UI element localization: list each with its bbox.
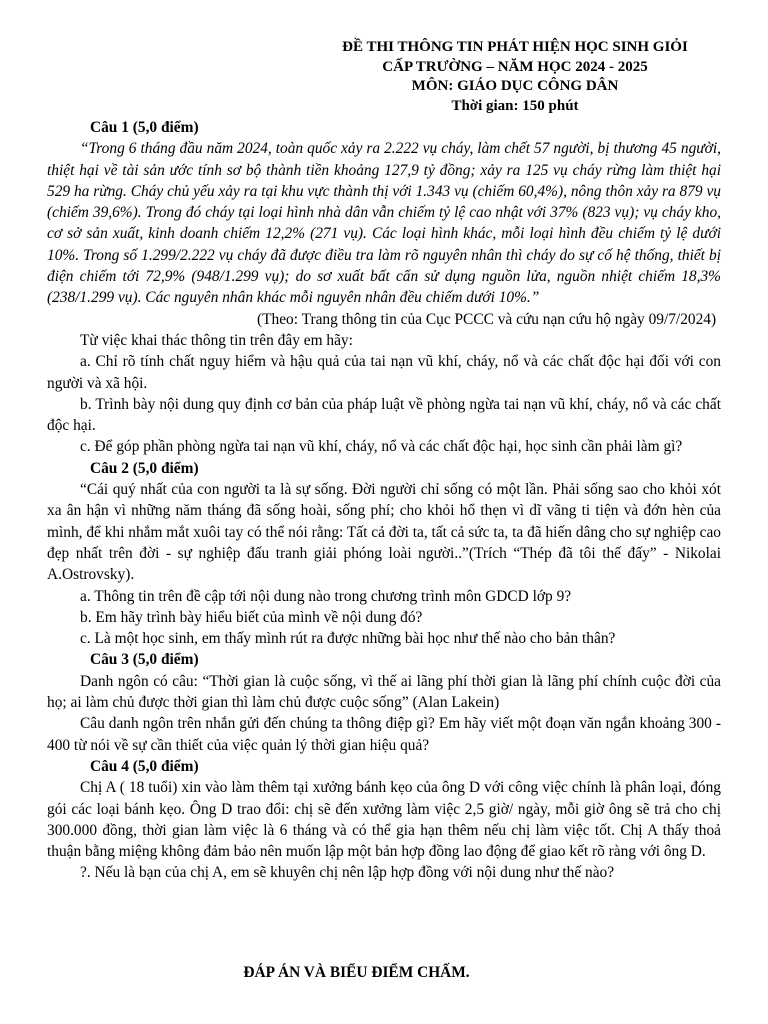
question-2-item-a: a. Thông tin trên đề cập tới nội dung nào trong chương trình môn GDCD lớp 9?	[80, 587, 572, 605]
exam-body	[47, 117, 721, 884]
exam-subject: MÔN: GIÁO DỤC CÔNG DÂN	[411, 78, 619, 94]
question-1-item-c: c. Để góp phần phòng ngừa tai nạn vũ khí, cháy, nổ và các chất độc hại, học sinh cần phải làm gì?	[80, 438, 683, 456]
exam-level-year: CẤP TRƯỜNG – NĂM HỌC 2024 - 2025	[382, 58, 648, 75]
question-1-title: Câu 1 (5,0 điểm)	[90, 119, 199, 136]
question-2-quote: “Cái quý nhất của con người ta là sự sống. Đời người chỉ sống có một lần. Phải sống sao cho khỏi xót xa ân hận vì những năm tháng đã sống hoài, sống phí; cho khỏi hổ thẹn vì dĩ vãng ti tiện và đớn hèn của mình, để khi nhắm mắt xuôi tay có thể nói rằng: Tất cả đời ta, tất cả sức ta, ta đã hiến dâng cho sự nghiệp cao đẹp nhất trên đời - sự nghiệp đấu tranh giải phóng loài người..”(Trích “Thép đã tôi thế đấy” - Nikolai A.Ostrovsky).	[47, 481, 721, 584]
exam-header	[300, 38, 730, 116]
answer-key-heading: ĐÁP ÁN VÀ BIỂU ĐIỂM CHẤM.	[243, 964, 470, 981]
question-1-source: (Theo: Trang thông tin của Cục PCCC và cứu nạn cứu hộ ngày 09/7/2024)	[257, 310, 717, 328]
question-1-item-a: a. Chỉ rõ tính chất nguy hiểm và hậu quả của tai nạn vũ khí, cháy, nổ và các chất độc hại đối với con người và xã hội.	[47, 353, 721, 392]
question-4-scenario: Chị A ( 18 tuổi) xin vào làm thêm tại xưởng bánh kẹo của ông D với công việc chính là phân loại, đóng gói các loại bánh kẹo. Ông D trao đổi: chị sẽ đến xưởng làm việc 2,5 giờ/ ngày, mỗi giờ ông sẽ trả cho chị 300.000 đồng, thời gian làm việc là 6 tháng và có thể gia hạn thêm nếu chị làm việc tốt. Chị A thấy thoả thuận bằng miệng không đảm bảo nên muốn lập một bản hợp đồng lao động để giao kết rõ ràng với ông D.	[47, 779, 721, 861]
question-2-item-b: b. Em hãy trình bày hiểu biết của mình về nội dung đó?	[80, 608, 423, 626]
exam-title: ĐỀ THI THÔNG TIN PHÁT HIỆN HỌC SINH GIỎI	[342, 39, 688, 55]
question-3-task: Câu danh ngôn trên nhắn gửi đến chúng ta thông điệp gì? Em hãy viết một đoạn văn ngắn khoảng 300 - 400 từ nói về sự cần thiết của việc quản lý thời gian hiệu quả?	[47, 715, 721, 754]
question-4-title: Câu 4 (5,0 điểm)	[90, 757, 199, 775]
question-1-prompt: Từ việc khai thác thông tin trên đây em hãy:	[80, 331, 353, 349]
question-2-item-c: c. Là một học sinh, em thấy mình rút ra được những bài học như thế nào cho bản thân?	[80, 630, 616, 648]
question-3-quote: Danh ngôn có câu: “Thời gian là cuộc sống, vì thế ai lãng phí thời gian là lãng phí chính cuộc đời của họ; ai làm chủ được thời gian thì làm chủ được cuộc sống” (Alan Lakein)	[47, 672, 721, 712]
question-4-task: ?. Nếu là bạn của chị A, em sẽ khuyên chị nên lập hợp đồng với nội dung như thế nào?	[80, 864, 615, 882]
question-1-quote: “Trong 6 tháng đầu năm 2024, toàn quốc xảy ra 2.222 vụ cháy, làm chết 57 người, bị thương 45 người, thiệt hại về tài sản ước tính sơ bộ thành tiền khoảng 127,9 tỷ đồng; xảy ra 125 vụ cháy rừng làm thiệt hại 529 ha rừng. Cháy chủ yếu xảy ra tại khu vực thành thị với 1.343 vụ (chiếm 60,4%), nông thôn xảy ra 879 vụ (chiếm 39,6%). Trong đó cháy tại loại hình nhà dân vẫn chiếm tỷ lệ cao nhật với 37% (823 vụ); vụ cháy kho, cơ sở sản xuất, kinh doanh chiếm 12,2% (271 vụ). Các loại hình khác, mỗi loại hình đều chiếm tỷ lệ dưới 10%. Trong số 1.299/2.222 vụ cháy đã được điều tra làm rõ nguyên nhân thì cháy do sự cố hệ thống, thiết bị điện chiếm tới 72,9% (948/1.299 vụ); do sơ xuất bất cẩn sử dụng nguồn lửa, nguồn nhiệt chiếm 18,3% (238/1.299 vụ). Các nguyên nhân khác mỗi nguyên nhân đều chiếm dưới 10%.”	[47, 140, 721, 307]
exam-duration: Thời gian: 150 phút	[451, 97, 579, 114]
question-2-title: Câu 2 (5,0 điểm)	[90, 459, 199, 477]
question-1-item-b: b. Trình bày nội dung quy định cơ bản của pháp luật về phòng ngừa tai nạn vũ khí, cháy, nổ và các chất độc hại.	[47, 395, 721, 435]
question-3-title: Câu 3 (5,0 điểm)	[90, 651, 199, 669]
